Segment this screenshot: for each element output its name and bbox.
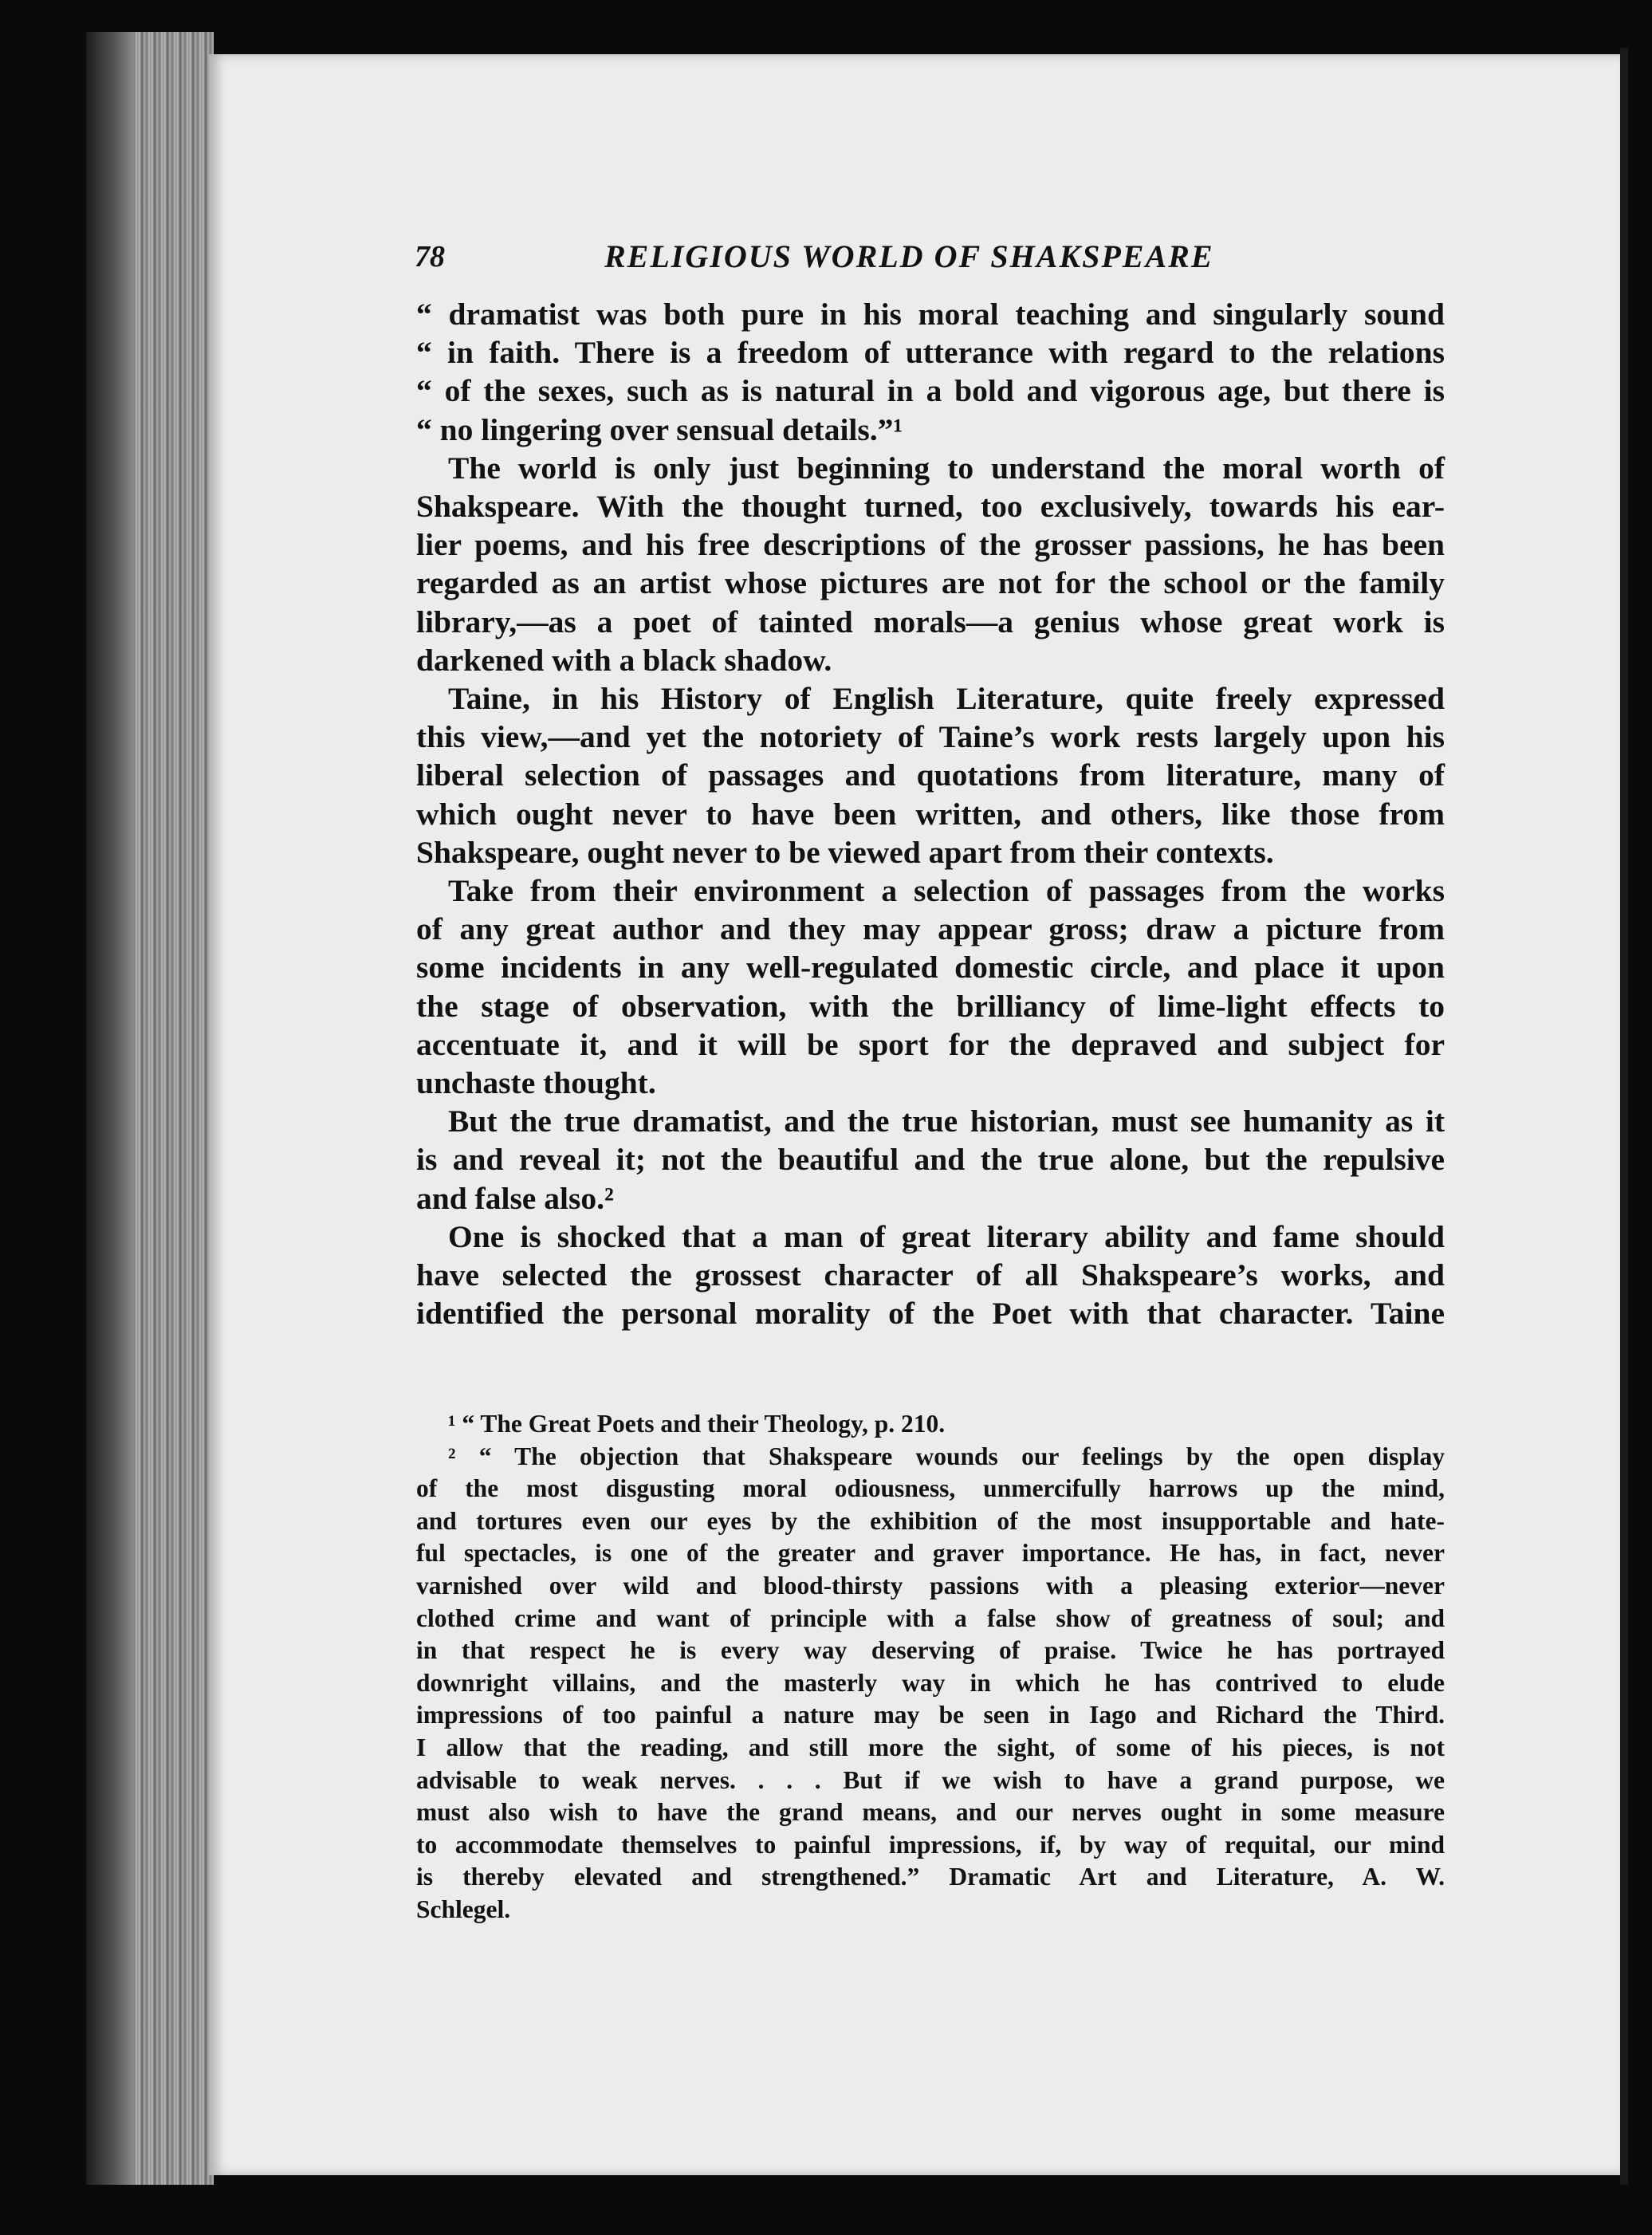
footnote-line: is thereby elevated and strengthened.” Dramatic Art and Literature, A. W.	[416, 1863, 1445, 1891]
footnote-line: advisable to weak nerves. . . . But if we wish to have a grand purpose, we	[416, 1765, 1445, 1794]
text-line: Shakspeare, ought never to be viewed apart from their contexts.	[416, 834, 1274, 870]
text-line: One is shocked that a man of great literary ability and fame should	[448, 1218, 1445, 1254]
footnote-line: ² “ The objection that Shakspeare wounds our feelings by the open display	[448, 1442, 1445, 1470]
text-line: library,—as a poet of tainted morals—a genius whose great work is	[416, 604, 1445, 639]
text-line: lier poems, and his free descriptions of the grosser passions, he has been	[416, 527, 1445, 563]
footnotes	[416, 1408, 1445, 1926]
text-line: accentuate it, and it will be sport for the depraved and subject for	[416, 1026, 1445, 1062]
footnote-line: clothed crime and want of principle with a false show of greatness of soul; and	[416, 1603, 1445, 1632]
page-right-edge	[1620, 48, 1628, 2185]
text-line: unchaste thought.	[416, 1065, 656, 1101]
text-line: the stage of observation, with the brilliancy of lime-light effects to	[416, 988, 1445, 1024]
text-line: “ of the sexes, such as is natural in a bold and vigorous age, but there is	[416, 373, 1445, 409]
footnote-line: impressions of too painful a nature may be seen in Iago and Richard the Third.	[416, 1701, 1445, 1729]
text-line: The world is only just beginning to understand the moral worth of	[448, 450, 1445, 486]
footnote-line: must also wish to have the grand means, and our nerves ought in some measure	[416, 1798, 1445, 1827]
footnote-line: varnished over wild and blood-thirsty passions with a pleasing exterior—never	[416, 1571, 1445, 1600]
text-line: “ no lingering over sensual details.”¹	[416, 411, 903, 447]
text-line: of any great author and they may appear gross; draw a picture from	[416, 911, 1445, 947]
text-line: and false also.²	[416, 1180, 614, 1216]
footnote-line: I allow that the reading, and still more the sight, of some of his pieces, is not	[416, 1733, 1445, 1761]
text-line: Taine, in his History of English Literature, quite freely expressed	[448, 681, 1445, 717]
footnote-line: downright villains, and the masterly way in which he has contrived to elude	[416, 1668, 1445, 1697]
text-line: “ dramatist was both pure in his moral teaching and singularly sound	[416, 297, 1445, 332]
text-line: some incidents in any well-regulated domestic circle, and place it upon	[416, 950, 1445, 986]
text-line: is and reveal it; not the beautiful and the true alone, but the repulsive	[416, 1142, 1445, 1178]
main-text	[416, 295, 1445, 1332]
footnote-line: ¹ “ The Great Poets and their Theology, p. 210.	[448, 1410, 946, 1438]
footnote-line: of the most disgusting moral odiousness, unmercifully harrows up the mind,	[416, 1474, 1445, 1503]
text-line: this view,—and yet the notoriety of Taine’s work rests largely upon his	[416, 719, 1445, 755]
footnote-line: in that respect he is every way deserving of praise. Twice he has portrayed	[416, 1636, 1445, 1665]
footnote-line: ful spectacles, is one of the greater and graver importance. He has, in fact, never	[416, 1539, 1445, 1568]
page-number: 78	[415, 240, 445, 273]
text-line: Take from their environment a selection of passages from the works	[448, 873, 1445, 909]
text-line: “ in faith. There is a freedom of utterance with regard to the relations	[416, 335, 1445, 371]
text-line: identified the personal morality of the Poet with that character. Taine	[416, 1296, 1445, 1332]
running-head	[415, 233, 1443, 281]
text-line: have selected the grossest character of all Shakspeare’s works, and	[416, 1257, 1445, 1293]
text-line: regarded as an artist whose pictures are not for the school or the family	[416, 565, 1445, 601]
footnote-line: Schlegel.	[416, 1895, 511, 1923]
text-line: Shakspeare. With the thought turned, too exclusively, towards his ear-	[416, 489, 1445, 525]
text-line: liberal selection of passages and quotations from literature, many of	[416, 757, 1445, 793]
text-line: But the true dramatist, and the true historian, must see humanity as it	[448, 1104, 1445, 1139]
text-line: which ought never to have been written, and others, like those from	[416, 796, 1445, 832]
footnote-line: to accommodate themselves to painful impressions, if, by way of requital, our mind	[416, 1830, 1445, 1859]
text-line: darkened with a black shadow.	[416, 642, 832, 678]
footnote-line: and tortures even our eyes by the exhibition of the most insupportable and hate-	[416, 1506, 1445, 1535]
running-title: RELIGIOUS WORLD OF SHAKSPEARE	[604, 238, 1214, 274]
book-spine-shadow	[86, 32, 134, 2185]
